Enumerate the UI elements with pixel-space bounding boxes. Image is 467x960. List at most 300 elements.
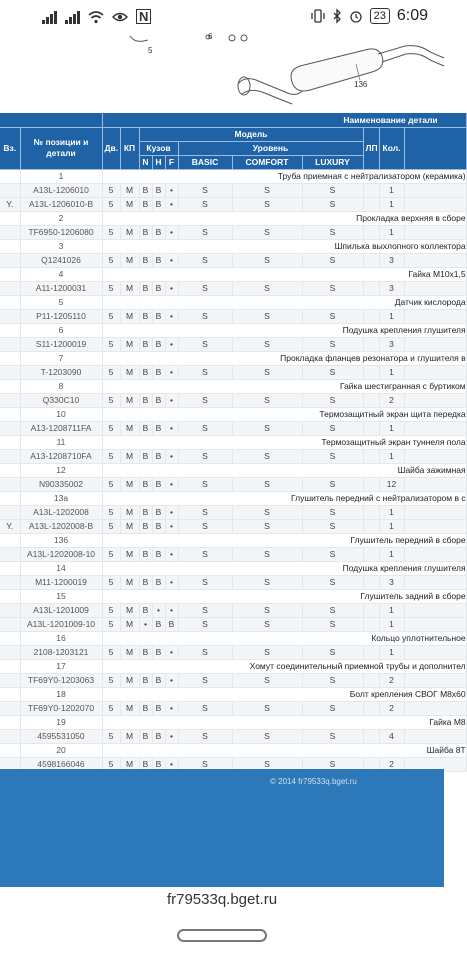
group-row[interactable] bbox=[0, 533, 466, 547]
cell-comfort: S bbox=[232, 183, 302, 197]
cell-pn: 4595531050 bbox=[20, 729, 102, 743]
cell-name bbox=[404, 505, 466, 519]
part-row[interactable] bbox=[0, 281, 466, 295]
table-header bbox=[0, 113, 466, 169]
copyright-text: © 2014 fr79533q.bget.ru bbox=[270, 777, 357, 786]
cell-dv: 5 bbox=[102, 309, 120, 323]
cell-kp: M bbox=[120, 617, 139, 631]
cell-name: Прокладка верхняя в сборе bbox=[102, 211, 466, 225]
cell- bbox=[0, 267, 20, 281]
cell-n: • bbox=[139, 617, 152, 631]
cell-vz bbox=[0, 309, 20, 323]
cell-dv: 5 bbox=[102, 421, 120, 435]
cell-qty: 2 bbox=[379, 393, 404, 407]
cell-lp bbox=[363, 729, 379, 743]
cell-basic: S bbox=[178, 757, 232, 771]
cell-pos: 12 bbox=[20, 463, 102, 477]
group-row[interactable] bbox=[0, 561, 466, 575]
cell-pn: TF69Y0-1202070 bbox=[20, 701, 102, 715]
signal-icon bbox=[42, 10, 57, 24]
cell-n: B bbox=[139, 477, 152, 491]
cell-pos: 5 bbox=[20, 295, 102, 309]
cell-pn: T-1203090 bbox=[20, 365, 102, 379]
part-row[interactable] bbox=[0, 617, 466, 631]
cell-h: • bbox=[152, 603, 165, 617]
cell-luxury: S bbox=[302, 701, 363, 715]
part-row[interactable] bbox=[0, 365, 466, 379]
cell-h: B bbox=[152, 309, 165, 323]
cell-luxury: S bbox=[302, 505, 363, 519]
cell-pn: A13-1208710FA bbox=[20, 449, 102, 463]
cell-h: B bbox=[152, 519, 165, 533]
cell-comfort: S bbox=[232, 337, 302, 351]
cell-h: B bbox=[152, 393, 165, 407]
cell-lp bbox=[363, 449, 379, 463]
group-row[interactable] bbox=[0, 169, 466, 183]
part-row[interactable] bbox=[0, 701, 466, 715]
cell-n: B bbox=[139, 449, 152, 463]
cell-basic: S bbox=[178, 421, 232, 435]
cell-name: Труба приемная с нейтрализатором (керамика) bbox=[102, 169, 466, 183]
cell- bbox=[0, 239, 20, 253]
cell-f: • bbox=[165, 449, 178, 463]
cell-pn: Q1241026 bbox=[20, 253, 102, 267]
cell-luxury: S bbox=[302, 729, 363, 743]
group-row[interactable] bbox=[0, 435, 466, 449]
cell-basic: S bbox=[178, 729, 232, 743]
cell-pos: 13a bbox=[20, 491, 102, 505]
wifi-icon bbox=[88, 10, 104, 24]
group-row[interactable] bbox=[0, 267, 466, 281]
cell- bbox=[0, 407, 20, 421]
cell-luxury: S bbox=[302, 183, 363, 197]
cell-qty: 1 bbox=[379, 197, 404, 211]
cell-vz bbox=[0, 253, 20, 267]
cell-vz bbox=[0, 183, 20, 197]
cell-f: • bbox=[165, 197, 178, 211]
cell-pos: 3 bbox=[20, 239, 102, 253]
part-row[interactable] bbox=[0, 421, 466, 435]
cell-name bbox=[404, 281, 466, 295]
cell-pn: A13L-1206010 bbox=[20, 183, 102, 197]
cell-name bbox=[404, 603, 466, 617]
group-row[interactable] bbox=[0, 295, 466, 309]
cell-dv: 5 bbox=[102, 519, 120, 533]
signal-2-icon bbox=[65, 10, 80, 24]
cell-pos: 7 bbox=[20, 351, 102, 365]
col-comfort: COMFORT bbox=[232, 155, 302, 169]
cell-pos: 16 bbox=[20, 631, 102, 645]
cell-kp: M bbox=[120, 197, 139, 211]
cell-kp: M bbox=[120, 757, 139, 771]
col-n: N bbox=[139, 155, 152, 169]
cell-qty: 1 bbox=[379, 309, 404, 323]
cell-n: B bbox=[139, 505, 152, 519]
cell-lp bbox=[363, 309, 379, 323]
cell-name bbox=[404, 575, 466, 589]
cell-dv: 5 bbox=[102, 393, 120, 407]
part-row[interactable] bbox=[0, 603, 466, 617]
clock: 6:09 bbox=[396, 7, 428, 24]
cell-luxury: S bbox=[302, 225, 363, 239]
cell-n: B bbox=[139, 729, 152, 743]
cell-name: Кольцо уплотнительное bbox=[102, 631, 466, 645]
group-row[interactable] bbox=[0, 743, 466, 757]
cell-pos: 17 bbox=[20, 659, 102, 673]
cell-name: Подушка крепления глушителя bbox=[102, 561, 466, 575]
cell-lp bbox=[363, 645, 379, 659]
cell-kp: M bbox=[120, 225, 139, 239]
exhaust-diagram bbox=[0, 32, 444, 114]
cell-lp bbox=[363, 253, 379, 267]
cell-basic: S bbox=[178, 547, 232, 561]
header-title: Наименование детали bbox=[102, 113, 466, 127]
cell-lp bbox=[363, 617, 379, 631]
cell-comfort: S bbox=[232, 547, 302, 561]
cell-pn: 4598166046 bbox=[20, 757, 102, 771]
cell-h: B bbox=[152, 281, 165, 295]
cell-kp: M bbox=[120, 309, 139, 323]
cell- bbox=[0, 295, 20, 309]
cell-basic: S bbox=[178, 505, 232, 519]
part-row[interactable] bbox=[0, 645, 466, 659]
cell-luxury: S bbox=[302, 421, 363, 435]
cell-luxury: S bbox=[302, 309, 363, 323]
cell-name bbox=[404, 701, 466, 715]
cell-pn: A13L-1201009 bbox=[20, 603, 102, 617]
cell-pos: 18 bbox=[20, 687, 102, 701]
cell-name bbox=[404, 225, 466, 239]
part-row[interactable] bbox=[0, 673, 466, 687]
cell-h: B bbox=[152, 729, 165, 743]
cell-name bbox=[404, 547, 466, 561]
cell-qty: 4 bbox=[379, 729, 404, 743]
cell-n: B bbox=[139, 253, 152, 267]
cell-n: B bbox=[139, 421, 152, 435]
col-luxury: LUXURY bbox=[302, 155, 363, 169]
part-row[interactable] bbox=[0, 183, 466, 197]
cell-lp bbox=[363, 477, 379, 491]
cell- bbox=[0, 743, 20, 757]
cell-name: Болт крепления СВОГ M8x60 bbox=[102, 687, 466, 701]
cell-vz bbox=[0, 365, 20, 379]
exhaust-drawing bbox=[0, 36, 444, 114]
cell-name bbox=[404, 617, 466, 631]
cell-kp: M bbox=[120, 337, 139, 351]
cell-h: B bbox=[152, 575, 165, 589]
cell-n: B bbox=[139, 645, 152, 659]
cell-name: Гайка M8 bbox=[102, 715, 466, 729]
cell-pos: 2 bbox=[20, 211, 102, 225]
cell-basic: S bbox=[178, 365, 232, 379]
cell-basic: S bbox=[178, 701, 232, 715]
part-row[interactable] bbox=[0, 449, 466, 463]
cell-name bbox=[404, 673, 466, 687]
cell-basic: S bbox=[178, 617, 232, 631]
part-row[interactable] bbox=[0, 337, 466, 351]
cell-n: B bbox=[139, 701, 152, 715]
group-row[interactable] bbox=[0, 211, 466, 225]
cell-h: B bbox=[152, 477, 165, 491]
cell-lp bbox=[363, 197, 379, 211]
gesture-nav-handle[interactable] bbox=[177, 929, 267, 942]
cell-lp bbox=[363, 603, 379, 617]
cell-luxury: S bbox=[302, 477, 363, 491]
cell-pn: N90335002 bbox=[20, 477, 102, 491]
cell-kp: M bbox=[120, 393, 139, 407]
cell-luxury: S bbox=[302, 337, 363, 351]
cell- bbox=[0, 715, 20, 729]
group-row[interactable] bbox=[0, 631, 466, 645]
cell-f: • bbox=[165, 575, 178, 589]
part-row[interactable] bbox=[0, 505, 466, 519]
cell-vz bbox=[0, 281, 20, 295]
cell-lp bbox=[363, 225, 379, 239]
cell-pn: S11-1200019 bbox=[20, 337, 102, 351]
cell-dv: 5 bbox=[102, 617, 120, 631]
cell-lp bbox=[363, 393, 379, 407]
browser-bottom-bar bbox=[0, 887, 444, 960]
part-row[interactable] bbox=[0, 729, 466, 743]
cell-pos: 19 bbox=[20, 715, 102, 729]
cell- bbox=[0, 631, 20, 645]
cell-luxury: S bbox=[302, 393, 363, 407]
cell-basic: S bbox=[178, 645, 232, 659]
part-row[interactable] bbox=[0, 575, 466, 589]
cell-name: Датчик кислорода bbox=[102, 295, 466, 309]
cell-vz bbox=[0, 701, 20, 715]
cell-comfort: S bbox=[232, 519, 302, 533]
cell-comfort: S bbox=[232, 449, 302, 463]
cell-comfort: S bbox=[232, 365, 302, 379]
cell-qty: 12 bbox=[379, 477, 404, 491]
cell-vz bbox=[0, 393, 20, 407]
cell-f: • bbox=[165, 603, 178, 617]
cell-dv: 5 bbox=[102, 757, 120, 771]
group-row[interactable] bbox=[0, 407, 466, 421]
cell-luxury: S bbox=[302, 449, 363, 463]
cell-pos: 20 bbox=[20, 743, 102, 757]
group-row[interactable] bbox=[0, 687, 466, 701]
cell-pn: A13L-1202008 bbox=[20, 505, 102, 519]
cell-f: • bbox=[165, 757, 178, 771]
col-kp: КП bbox=[120, 127, 139, 169]
cell-dv: 5 bbox=[102, 505, 120, 519]
cell-vz bbox=[0, 421, 20, 435]
cell-basic: S bbox=[178, 309, 232, 323]
cell-name: Глушитель передний в сборе bbox=[102, 533, 466, 547]
cell-lp bbox=[363, 673, 379, 687]
parts-table bbox=[0, 113, 467, 772]
cell-pn: A13L-1202008-B bbox=[20, 519, 102, 533]
col-kol: Кол. bbox=[379, 127, 404, 169]
cell-comfort: S bbox=[232, 421, 302, 435]
cell- bbox=[0, 379, 20, 393]
cell-vz bbox=[0, 225, 20, 239]
cell-f: • bbox=[165, 253, 178, 267]
cell-comfort: S bbox=[232, 603, 302, 617]
group-row[interactable] bbox=[0, 463, 466, 477]
cell-basic: S bbox=[178, 673, 232, 687]
battery-icon: 23 bbox=[370, 8, 390, 24]
cell-vz: Y. bbox=[0, 197, 20, 211]
cell-basic: S bbox=[178, 281, 232, 295]
part-row[interactable] bbox=[0, 393, 466, 407]
part-row[interactable] bbox=[0, 547, 466, 561]
col-pos: № позиции и детали bbox=[20, 127, 102, 169]
cell-kp: M bbox=[120, 547, 139, 561]
cell-n: B bbox=[139, 547, 152, 561]
diagram-label-6: 6 bbox=[208, 32, 213, 41]
cell-pn: TF6950-1206080 bbox=[20, 225, 102, 239]
cell-f: • bbox=[165, 421, 178, 435]
cell-name: Шайба 8Т bbox=[102, 743, 466, 757]
group-row[interactable] bbox=[0, 239, 466, 253]
cell-qty: 3 bbox=[379, 253, 404, 267]
cell- bbox=[0, 533, 20, 547]
cell-f: • bbox=[165, 729, 178, 743]
cell-qty: 3 bbox=[379, 575, 404, 589]
cell-f: • bbox=[165, 393, 178, 407]
cell-dv: 5 bbox=[102, 183, 120, 197]
cell- bbox=[0, 435, 20, 449]
cell-kp: M bbox=[120, 673, 139, 687]
group-row[interactable] bbox=[0, 715, 466, 729]
cell-vz bbox=[0, 645, 20, 659]
cell-lp bbox=[363, 519, 379, 533]
cell-dv: 5 bbox=[102, 701, 120, 715]
cell-comfort: S bbox=[232, 757, 302, 771]
cell-h: B bbox=[152, 617, 165, 631]
cell-name bbox=[404, 365, 466, 379]
cell-name bbox=[404, 421, 466, 435]
cell-name bbox=[404, 519, 466, 533]
cell-basic: S bbox=[178, 603, 232, 617]
cell-n: B bbox=[139, 393, 152, 407]
col-h: H bbox=[152, 155, 165, 169]
cell-comfort: S bbox=[232, 225, 302, 239]
cell-pos: 6 bbox=[20, 323, 102, 337]
part-row[interactable] bbox=[0, 225, 466, 239]
parts-table-container[interactable] bbox=[0, 113, 466, 769]
cell-luxury: S bbox=[302, 519, 363, 533]
group-row[interactable] bbox=[0, 589, 466, 603]
part-row[interactable] bbox=[0, 197, 466, 211]
cell-qty: 1 bbox=[379, 449, 404, 463]
cell-qty: 1 bbox=[379, 617, 404, 631]
col-name bbox=[404, 127, 466, 169]
cell-kp: M bbox=[120, 281, 139, 295]
cell-lp bbox=[363, 701, 379, 715]
cell- bbox=[0, 491, 20, 505]
cell-lp bbox=[363, 337, 379, 351]
url-display[interactable]: fr79533q.bget.ru bbox=[166, 891, 278, 908]
part-row[interactable] bbox=[0, 477, 466, 491]
cell-dv: 5 bbox=[102, 225, 120, 239]
cell-h: B bbox=[152, 547, 165, 561]
cell-comfort: S bbox=[232, 673, 302, 687]
part-row[interactable] bbox=[0, 519, 466, 533]
group-row[interactable] bbox=[0, 351, 466, 365]
cell-name: Подушка крепления глушителя bbox=[102, 323, 466, 337]
group-row[interactable] bbox=[0, 323, 466, 337]
group-row[interactable] bbox=[0, 379, 466, 393]
cell-kp: M bbox=[120, 505, 139, 519]
cell-name bbox=[404, 337, 466, 351]
cell-f: • bbox=[165, 365, 178, 379]
cell-qty: 2 bbox=[379, 673, 404, 687]
cell-dv: 5 bbox=[102, 337, 120, 351]
cell-comfort: S bbox=[232, 253, 302, 267]
cell-kp: M bbox=[120, 183, 139, 197]
cell- bbox=[0, 169, 20, 183]
cell-pn: A13L-1206010-B bbox=[20, 197, 102, 211]
cell-name bbox=[404, 197, 466, 211]
cell-qty: 1 bbox=[379, 183, 404, 197]
cell-vz bbox=[0, 547, 20, 561]
cell-pos: 10 bbox=[20, 407, 102, 421]
cell-h: B bbox=[152, 449, 165, 463]
col-dv: Дв. bbox=[102, 127, 120, 169]
cell-luxury: S bbox=[302, 673, 363, 687]
cell-vz bbox=[0, 337, 20, 351]
cell-qty: 1 bbox=[379, 421, 404, 435]
cell-comfort: S bbox=[232, 477, 302, 491]
cell-basic: S bbox=[178, 449, 232, 463]
cell-pn: 2108-1203121 bbox=[20, 645, 102, 659]
cell-h: B bbox=[152, 183, 165, 197]
cell-dv: 5 bbox=[102, 729, 120, 743]
group-row[interactable] bbox=[0, 491, 466, 505]
cell-basic: S bbox=[178, 575, 232, 589]
cell-name: Термозащитный экран щита передка bbox=[102, 407, 466, 421]
cell-vz: Y. bbox=[0, 519, 20, 533]
cell-dv: 5 bbox=[102, 645, 120, 659]
cell-kp: M bbox=[120, 449, 139, 463]
cell-pos: 11 bbox=[20, 435, 102, 449]
cell-kp: M bbox=[120, 645, 139, 659]
cell-name: Хомут соединительный приемной трубы и дополнител bbox=[102, 659, 466, 673]
cell-luxury: S bbox=[302, 603, 363, 617]
cell-kp: M bbox=[120, 253, 139, 267]
cell-kp: M bbox=[120, 421, 139, 435]
header-spacer bbox=[0, 113, 102, 127]
cell-luxury: S bbox=[302, 197, 363, 211]
cell-h: B bbox=[152, 673, 165, 687]
part-row[interactable] bbox=[0, 309, 466, 323]
cell-dv: 5 bbox=[102, 449, 120, 463]
cell-pos: 8 bbox=[20, 379, 102, 393]
cell-basic: S bbox=[178, 225, 232, 239]
cell-qty: 1 bbox=[379, 547, 404, 561]
cell-n: B bbox=[139, 183, 152, 197]
cell-pos: 1 bbox=[20, 169, 102, 183]
cell-vz bbox=[0, 603, 20, 617]
cell-dv: 5 bbox=[102, 477, 120, 491]
cell-vz bbox=[0, 505, 20, 519]
cell-dv: 5 bbox=[102, 253, 120, 267]
part-row[interactable] bbox=[0, 253, 466, 267]
cell-qty: 2 bbox=[379, 701, 404, 715]
status-bar bbox=[0, 0, 444, 36]
cell-kp: M bbox=[120, 519, 139, 533]
nfc-icon: N bbox=[136, 9, 151, 24]
group-row[interactable] bbox=[0, 659, 466, 673]
cell-h: B bbox=[152, 337, 165, 351]
cell-comfort: S bbox=[232, 393, 302, 407]
cell-comfort: S bbox=[232, 505, 302, 519]
cell- bbox=[0, 463, 20, 477]
